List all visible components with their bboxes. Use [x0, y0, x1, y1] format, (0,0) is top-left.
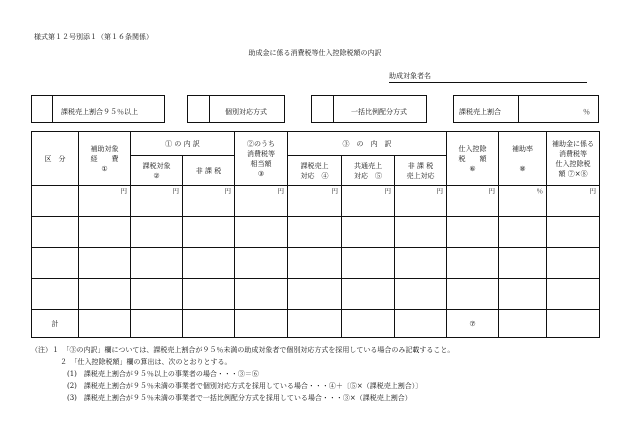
table-cell[interactable] [288, 217, 342, 248]
total-label: 計 [32, 310, 79, 338]
option-95-percent-label: 課税売上割合９５％以上 [61, 108, 138, 116]
col-header-tax-equivalent: ②のうち 消費税等 相当額 ③ [235, 132, 288, 186]
table-cell[interactable]: 円 [235, 186, 288, 217]
table-cell[interactable] [183, 248, 235, 279]
table-cell[interactable] [447, 279, 499, 310]
table-cell[interactable] [235, 217, 288, 248]
table-cell[interactable] [235, 310, 288, 338]
table-row [32, 186, 600, 217]
table-cell[interactable] [32, 186, 79, 217]
option-individual-checkbox[interactable] [188, 96, 210, 122]
note-2: ２ 「仕入控除税額」欄の算出は、次のとおりとする。 [60, 358, 232, 366]
note-2-3: (3) 課税売上割合が９５％未満の事業者で一括比例配分方式を採用している場合・・・③×（課税売上割合） [67, 394, 412, 402]
table-cell[interactable] [32, 279, 79, 310]
table-cell[interactable] [499, 310, 547, 338]
sales-ratio-box [453, 95, 599, 123]
col-header-common-sales: 共通売上 対応 ⑤ [342, 156, 395, 186]
table-cell[interactable] [131, 279, 183, 310]
option-lump-sum-checkbox[interactable] [312, 96, 334, 122]
col-header-nontaxable-sales: 非 課 税 売上対応 [395, 156, 447, 186]
sales-ratio-label: 課税売上割合 [459, 108, 501, 116]
table-cell[interactable] [547, 310, 600, 338]
table-cell[interactable] [288, 248, 342, 279]
option-individual-label: 個別対応方式 [225, 108, 267, 116]
table-cell[interactable] [183, 279, 235, 310]
table-cell[interactable] [395, 217, 447, 248]
col-header-category: 区 分 [32, 132, 79, 186]
table-cell[interactable]: 円 [547, 186, 600, 217]
recipient-name-field[interactable] [389, 82, 587, 83]
form-id: 様式第１２号別添１（第１６条関係） [34, 33, 153, 41]
col-header-taxable: 課税対象 ② [131, 156, 183, 186]
table-cell[interactable] [342, 248, 395, 279]
col-header-purchase-credit: 仕入控除 税 額 ⑥ [447, 132, 499, 186]
note-1: （注）１ 「③の内訳」欄については、課税売上割合が９５％未満の助成対象者で個別対応方式を採用している場合のみ記載すること。 [31, 346, 455, 354]
table-cell[interactable] [395, 310, 447, 338]
option-95-percent[interactable] [31, 95, 165, 123]
col-header-breakdown-3: ③ の 内 訳 [288, 132, 447, 156]
col-header-subsidy-expense: 補助対象 経 費 ① [79, 132, 131, 186]
table-cell[interactable] [342, 310, 395, 338]
table-cell[interactable]: 円 [342, 186, 395, 217]
option-individual[interactable] [187, 95, 285, 123]
table-cell[interactable] [395, 248, 447, 279]
table-cell[interactable]: 円 [288, 186, 342, 217]
recipient-label: 助成対象者名 [389, 72, 431, 80]
table-cell[interactable] [131, 217, 183, 248]
table-cell[interactable] [32, 217, 79, 248]
col-header-nontaxable: 非 課 税 [183, 156, 235, 186]
table-cell[interactable] [499, 279, 547, 310]
note-2-2: (2) 課税売上割合が９５％未満の事業者で個別対応方式を採用している場合・・・④＋〔⑤×（課税売上割合）〕 [67, 382, 423, 390]
table-cell[interactable] [547, 217, 600, 248]
option-lump-sum-label: 一括比例配分方式 [351, 108, 407, 116]
table-cell[interactable] [32, 248, 79, 279]
table-cell[interactable] [342, 279, 395, 310]
table-cell[interactable] [235, 248, 288, 279]
table-cell[interactable] [79, 310, 131, 338]
table-cell[interactable] [395, 279, 447, 310]
total-credit-mark[interactable]: ⑦ [447, 310, 499, 338]
table-cell[interactable] [447, 248, 499, 279]
table-cell[interactable] [183, 310, 235, 338]
table-cell[interactable] [235, 279, 288, 310]
table-cell[interactable]: 円 [447, 186, 499, 217]
table-cell[interactable]: 円 [395, 186, 447, 217]
table-cell[interactable] [183, 217, 235, 248]
col-header-subsidy-rate: 補助率 ⑧ [499, 132, 547, 186]
total-row [32, 310, 600, 338]
col-header-taxable-sales: 課税売上 対応 ④ [288, 156, 342, 186]
option-lump-sum[interactable] [311, 95, 427, 123]
table-cell[interactable]: 円 [131, 186, 183, 217]
table-row [32, 248, 600, 279]
table-cell[interactable] [131, 310, 183, 338]
table-cell[interactable] [288, 279, 342, 310]
table-cell[interactable] [79, 248, 131, 279]
table-cell[interactable] [499, 217, 547, 248]
table-cell[interactable] [79, 217, 131, 248]
col-header-subsidy-credit: 補助金に係る 消費税等 仕入控除税 額 ⑦×⑧ [547, 132, 600, 186]
table-cell[interactable]: 円 [183, 186, 235, 217]
table-cell[interactable] [131, 248, 183, 279]
table-cell[interactable] [499, 248, 547, 279]
table-cell[interactable] [342, 217, 395, 248]
form-title: 助成金に係る消費税等仕入控除税額の内訳 [248, 49, 382, 57]
table-cell[interactable] [288, 310, 342, 338]
table-cell[interactable] [79, 279, 131, 310]
option-95-percent-checkbox[interactable] [32, 96, 53, 122]
table-cell[interactable] [547, 248, 600, 279]
table-cell[interactable] [547, 279, 600, 310]
note-2-1: (1) 課税売上割合が９５％以上の事業者の場合・・・③＝⑥ [67, 370, 259, 378]
col-header-breakdown-1: ① の 内 訳 [131, 132, 235, 156]
table-row [32, 279, 600, 310]
table-cell[interactable]: 円 [79, 186, 131, 217]
sales-ratio-unit: ％ [583, 108, 590, 116]
table-cell[interactable] [447, 217, 499, 248]
table-row [32, 217, 600, 248]
tax-breakdown-table [31, 131, 600, 338]
table-cell[interactable]: ％ [499, 186, 547, 217]
